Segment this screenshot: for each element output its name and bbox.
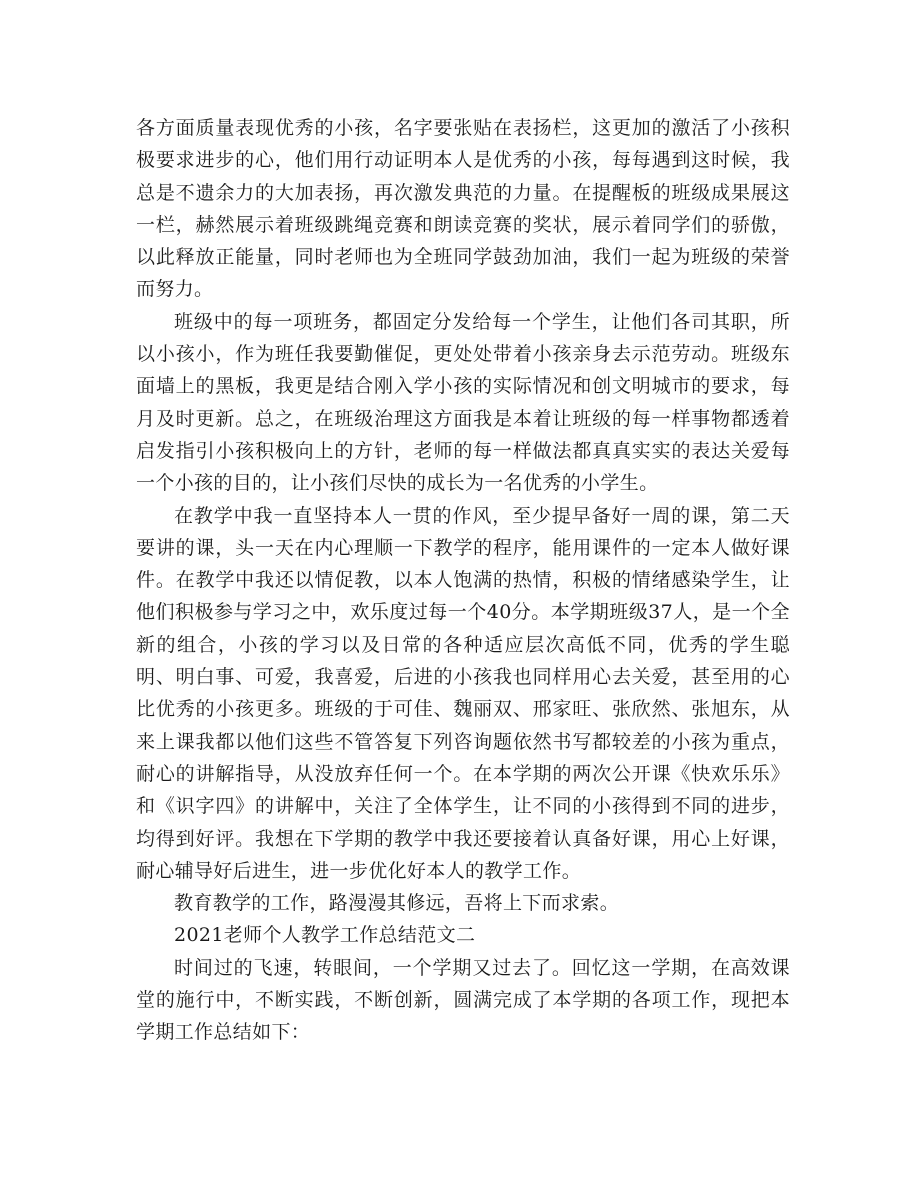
paragraph-6: 时间过的飞速，转眼间，一个学期又过去了。回忆这一学期，在高效课堂的施行中，不断实践，不断创新，圆满完成了本学期的各项工作，现把本学期工作总结如下： [136, 956, 790, 1044]
document-body [136, 112, 790, 1049]
paragraph-1: 各方面质量表现优秀的小孩，名字要张贴在表扬栏，这更加的激活了小孩积极要求进步的心，他们用行动证明本人是优秀的小孩，每每遇到这时候，我总是不遗余力的大加表扬，再次激发典范的力量。在提醒板的班级成果展这一栏，赫然展示着班级跳绳竞赛和朗读竞赛的奖状，展示着同学们的骄傲，以此释放正能量，同时老师也为全班同学鼓劲加油，我们一起为班级的荣誉而努力。 [136, 117, 790, 301]
section-heading: 2021老师个人教学工作总结范文二 [174, 924, 476, 947]
paragraph-4: 教育教学的工作，路漫漫其修远，吾将上下而求索。 [174, 892, 620, 915]
paragraph-2: 班级中的每一项班务，都固定分发给每一个学生，让他们各司其职，所以小孩小，作为班任我要勤催促，更处处带着小孩亲身去示范劳动。班级东面墙上的黑板，我更是结合刚入学小孩的实际情况和创文明城市的要求，每月及时更新。总之，在班级治理这方面我是本着让班级的每一样事物都透着启发指引小孩积极向上的方针，老师的每一样做法都真真实实的表达关爱每一个小孩的目的，让小孩们尽快的成长为一名优秀的小学生。 [136, 310, 790, 495]
paragraph-3: 在教学中我一直坚持本人一贯的作风，至少提早备好一周的课，第二天要讲的课，头一天在内心理顺一下教学的程序，能用课件的一定本人做好课件。在教学中我还以情促教，以本人饱满的热情，积极的情绪感染学生，让他们积极参与学习之中，欢乐度过每一个40分。本学期班级37人，是一个全新的组合，小孩的学习以及日常的各种适应层次高低不同，优秀的学生聪明、明白事、可爱，我喜爱，后进的小孩我也同样用心去关爱，甚至用的心比优秀的小孩更多。班级的于可佳、魏丽双、邢家旺、张欣然、张旭东，从来上课我都以他们这些不管答复下列咨询题依然书写都较差的小孩为重点，耐心的讲解指导，从没放弃任何一个。在本学期的两次公开课《快欢乐乐》和《识字四》的讲解中，关注了全体学生，让不同的小孩得到不同的进步，均得到好评。我想在下学期的教学中我还要接着认真备好课，用心上好课，耐心辅导好后进生，进一步优化好本人的教学工作。 [136, 504, 790, 882]
